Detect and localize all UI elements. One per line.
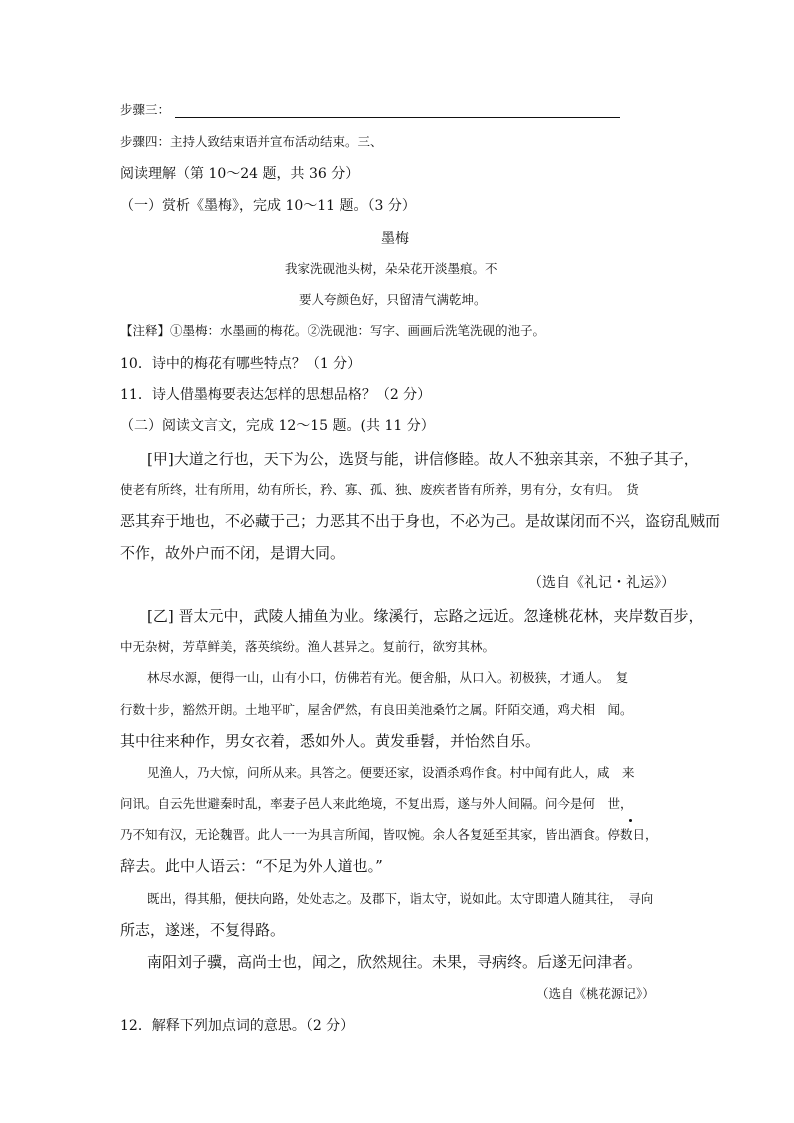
emphasis-dot: [629, 819, 632, 822]
yi-source: （选自《桃花源记》）: [536, 986, 655, 1001]
jia-line-3: 恶其弃于地也，不必藏于己；力恶其不出于身也，不必为己。是故谋闭而不兴，盗窃乱贼而: [120, 512, 721, 530]
yi-line-10: 既出，得其船，便扶向路，处处志之。及郡下，诣太守，说如此。太守即遣人随其往， 寻向: [147, 891, 654, 906]
jia-line-1: [甲]大道之行也，天下为公，选贤与能，讲信修睦。故人不独亲其亲，不独子其子，: [147, 450, 699, 468]
yi-line-4: 行数十步，豁然开朗。土地平旷，屋舍俨然，有良田美池桑竹之属。阡陌交通，鸡犬相 闻。: [120, 702, 633, 717]
yi-line-7: 问讯。自云先世避秦时乱，率妻子邑人来此绝境，不复出焉，遂与外人间隔。问今是何 世，: [120, 796, 633, 811]
yi-line-5: 其中往来种作，男女衣着，悉如外人。黄发垂髫，并怡然自乐。: [120, 732, 541, 750]
yi-line-2: 中无杂树，芳草鲜美，落英缤纷。渔人甚异之。复前行，欲穷其林。: [120, 639, 496, 654]
question-11: 11．诗人借墨梅要表达怎样的思想品格？（2 分）: [120, 387, 432, 403]
step3-answer-line[interactable]: [175, 117, 620, 118]
yi-line-6: 见渔人，乃大惊，问所从来。具答之。便要还家，设酒杀鸡作食。村中闻有此人，咸 来: [147, 765, 635, 780]
part1-title: （一）赏析《墨梅》，完成 10～11 题。（3 分）: [120, 198, 416, 214]
yi-line-1: [乙] 晋太元中，武陵人捕鱼为业。缘溪行，忘路之远近。忽逢桃花林，夹岸数百步，: [147, 607, 704, 625]
poem-line-2: 要人夸颜色好，只留清气满乾坤。: [299, 292, 487, 307]
part2-title: （二）阅读文言文，完成 12～15 题。(共 11 分）: [120, 418, 435, 434]
jia-line-2: 使老有所终，壮有所用，幼有所长，矜、寡、孤、独、废疾者皆有所养，男有分，女有归。 货: [120, 482, 639, 497]
yi-line-8: 乃不知有汉，无论魏晋。此人一一为具言所闻，皆叹惋。余人各复延至其家，皆出酒食。停数日，: [120, 827, 658, 842]
jia-source: （选自《礼记・礼运》）: [528, 575, 675, 591]
question-12: 12．解释下列加点词的意思。（2 分）: [120, 1018, 355, 1034]
yi-line-9: 辞去。此中人语云：“不足为外人道也。”: [120, 857, 383, 875]
jia-line-4: 不作，故外户而不闭，是谓大同。: [120, 544, 346, 562]
poem-line-1: 我家洗砚池头树，朵朵花开淡墨痕。不: [285, 261, 498, 276]
step3-label: 步骤三：: [120, 102, 171, 117]
step4-text: 步骤四：主持人致结束语并宣布活动结束。三、: [120, 134, 383, 149]
yi-line-3: 林尽水源，便得一山，山有小口，仿佛若有光。便舍船，从口入。初极狭，才通人。 复: [147, 670, 629, 685]
poem-title: 墨梅: [381, 231, 409, 247]
poem-notes: 【注释】①墨梅：水墨画的梅花。②洗砚池：写字、画画后洗笔洗砚的池子。: [120, 323, 546, 338]
section3-title: 阅读理解（第 10～24 题，共 36 分）: [120, 166, 360, 182]
yi-line-12: 南阳刘子骥，高尚士也，闻之，欣然规往。未果，寻病终。后遂无问津者。: [147, 953, 643, 971]
yi-line-11: 所志，遂迷，不复得路。: [120, 921, 286, 939]
question-10: 10．诗中的梅花有哪些特点？（1 分）: [120, 356, 362, 372]
